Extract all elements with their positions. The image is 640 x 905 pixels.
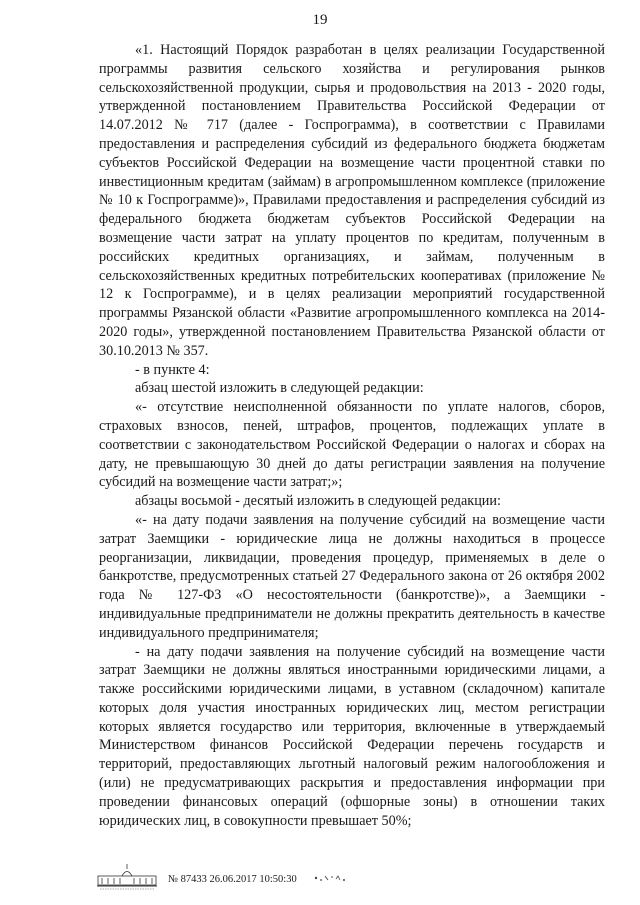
paragraph-3: абзац шестой изложить в следующей редакции: bbox=[135, 380, 424, 397]
government-emblem-icon bbox=[96, 862, 158, 892]
paragraph-7: - на дату подачи заявления на получение субсидий на возмещение части затрат Заемщики не должны являться иностранными юридическими лицами, а также российскими юридическими лицами, в уставном (складочном) капитале которых доля участия иностранных юридических лиц, местом регистрации которых является государство или территория, включенные в утверждаемый Министерством финансов Российской Федерации перечень государств и территорий, предоставляющих льготный налоговый режим налогообложения и (или) не предусматривающих раскрытия и предоставления информации при проведении финансовых операций (офшорные зоны) в отношении таких юридических лиц, в совокупности превышает 50%; bbox=[99, 643, 605, 829]
paragraph-6: «- на дату подачи заявления на получение субсидий на возмещение части затрат Заемщики - юридические лица не должны находиться в процессе реорганизации, ликвидации, проведения процедур, применяемых в деле о банкротстве, предусмотренных статьей 27 Федерального закона от 26 октября 2002 года № 127-ФЗ «О несостоятельности (банкротстве)», а Заемщики - индивидуальные предприниматели не должны прекратить деятельность в качестве индивидуального предпринимателя; bbox=[99, 511, 605, 641]
paragraph-5: абзацы восьмой - десятый изложить в следующей редакции: bbox=[135, 493, 501, 510]
paragraph-4: «- отсутствие неисполненной обязанности по уплате налогов, сборов, страховых взносов, пеней, штрафов, процентов, подлежащих уплате в соответствии с законодательством Российской Федерации о налогах и сборах на дату, не превышающую 30 дней до даты регистрации заявления на получение субсидий на возмещение части затрат;»; bbox=[99, 399, 605, 491]
page-number: 19 bbox=[312, 12, 328, 28]
document-footer bbox=[96, 862, 396, 894]
registration-stamp: № 87433 26.06.2017 10:50:30 bbox=[168, 874, 297, 885]
paragraph-1: «1. Настоящий Порядок разработан в целях реализации Государственной программы развития сельского хозяйства и регулирования рынков сельскохозяйственной продукции, сырья и продовольствия на 2013 - 2020 годы, утвержденной постановлением Правительства Российской Федерации от 14.07.2012 № 717 (далее - Госпрограмма), в соответствии с Правилами предоставления и распределения субсидий из федерального бюджета бюджетам субъектов Российской Федерации на возмещение части процентной ставки по инвестиционным кредитам (займам) в агропромышленном комплексе (приложение № 10 к Госпрограмме)», Правилами предоставления и распределения субсидий из федерального бюджета бюджетам субъектов Российской Федерации на возмещение части затрат на уплату процентов по кредитам, полученным в российских кредитных организациях, и займам, полученным в сельскохозяйственных кредитных потребительских кооперативах (приложение № 12 к Госпрограмме), и в целях реализации мероприятий государственной программы Рязанской области «Развитие агропромышленного комплекса на 2014-2020 годы», утвержденной постановлением Правительства Рязанской области от 30.10.2013 № 357. bbox=[99, 42, 605, 359]
document-body bbox=[99, 41, 605, 830]
scan-artifact bbox=[312, 870, 356, 886]
paragraph-2: - в пункте 4: bbox=[135, 361, 210, 378]
